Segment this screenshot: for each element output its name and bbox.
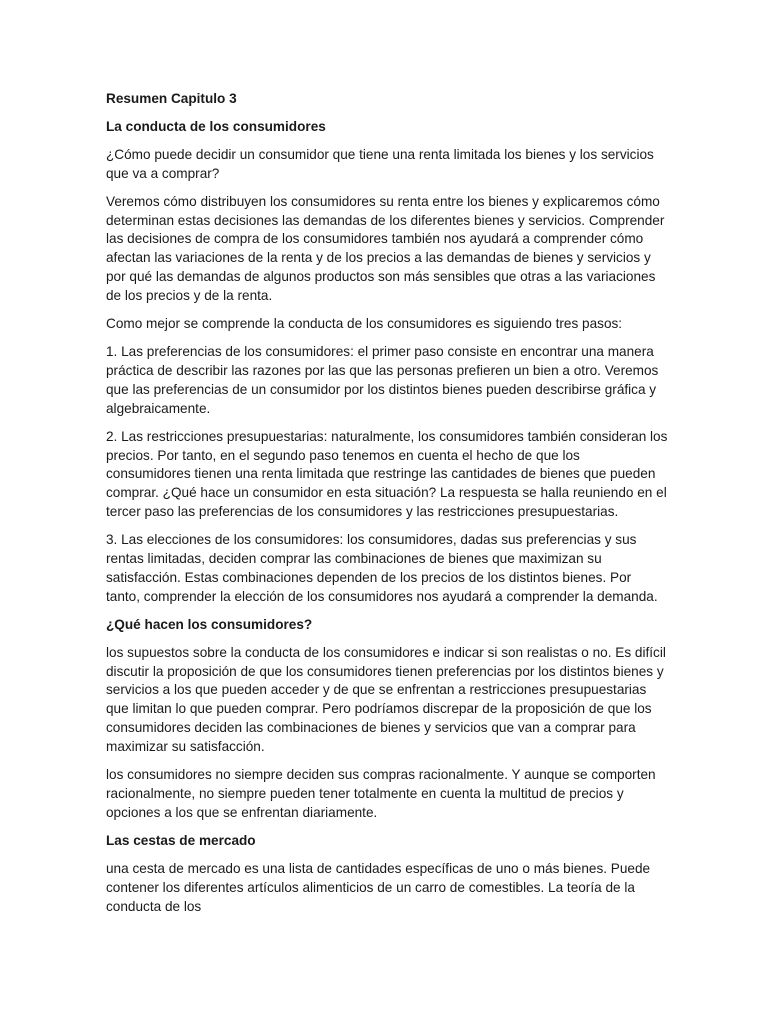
paragraph-que-hacen-2: los consumidores no siempre deciden sus compras racionalmente. Y aunque se comporten racionalmente, no siempre pueden tener totalmente en cuenta la multitud de precios y opciones a los que se enfrentan diariamente. xyxy=(106,767,656,820)
document-page xyxy=(106,90,668,925)
section-heading-cestas: Las cestas de mercado xyxy=(106,832,256,848)
paragraph-step-2: 2. Las restricciones presupuestarias: naturalmente, los consumidores también consideran los precios. Por tanto, en el segundo paso tenemos en cuenta el hecho de que los consumidores tienen una renta limitada que restringe las cantidades de bienes que pueden comprar. ¿Qué hace un consumidor en esta situación? La respuesta se halla reuniendo en el tercer paso las preferencias de los consumidores y las restricciones presupuestarias. xyxy=(106,428,668,520)
document-title: Resumen Capitulo 3 xyxy=(106,91,237,106)
paragraph-steps-intro: Como mejor se comprende la conducta de los consumidores es siguiendo tres pasos: xyxy=(106,316,623,332)
paragraph-step-3: 3. Las elecciones de los consumidores: los consumidores, dadas sus preferencias y sus rentas limitadas, deciden comprar las combinaciones de bienes que maximizan su satisfacción. Estas combinaciones dependen de los precios de los distintos bienes. Por tanto, comprender la elección de los consumidores nos ayudará a comprender la demanda. xyxy=(106,532,658,604)
paragraph-intro-question: ¿Cómo puede decidir un consumidor que tiene una renta limitada los bienes y los servicios que va a comprar? xyxy=(106,146,654,181)
paragraph-cestas-1: una cesta de mercado es una lista de cantidades específicas de uno o más bienes. Puede contener los diferentes artículos alimenticios de un carro de comestibles. La teoría de la conducta de los xyxy=(106,860,651,914)
paragraph-que-hacen-1: los supuestos sobre la conducta de los consumidores e indicar si son realistas o no. Es difícil discutir la proposición de que los consumidores tienen preferencias por los distintos bienes y servicios a los que pueden acceder y de que se enfrentan a restricciones presupuestarias que limitan lo que pueden comprar. Pero podríamos discrepar de la proposición de que los consumidores deciden las combinaciones de bienes y servicios que van a comprar para maximizar su satisfacción. xyxy=(106,644,666,755)
section-heading-que-hacen: ¿Qué hacen los consumidores? xyxy=(106,616,313,632)
section-heading-conducta: La conducta de los consumidores xyxy=(106,118,326,134)
paragraph-step-1: 1. Las preferencias de los consumidores: el primer paso consiste en encontrar una manera práctica de describir las razones por las que las personas prefieren un bien a otro. Veremos que las preferencias de un consumidor por los distintos bienes pueden describirse gráfica y algebraicamente. xyxy=(106,343,659,416)
paragraph-intro: Veremos cómo distribuyen los consumidores su renta entre los bienes y explicaremos cómo determinan estas decisiones las demandas de los diferentes bienes y servicios. Comprender las decisiones de compra de los consumidores también nos ayudará a comprender cómo afectan las variaciones de la renta y de los precios a las demandas de bienes y servicios y por qué las demandas de algunos productos son más sensibles que otras a las variaciones de los precios y de la renta. xyxy=(106,193,665,304)
